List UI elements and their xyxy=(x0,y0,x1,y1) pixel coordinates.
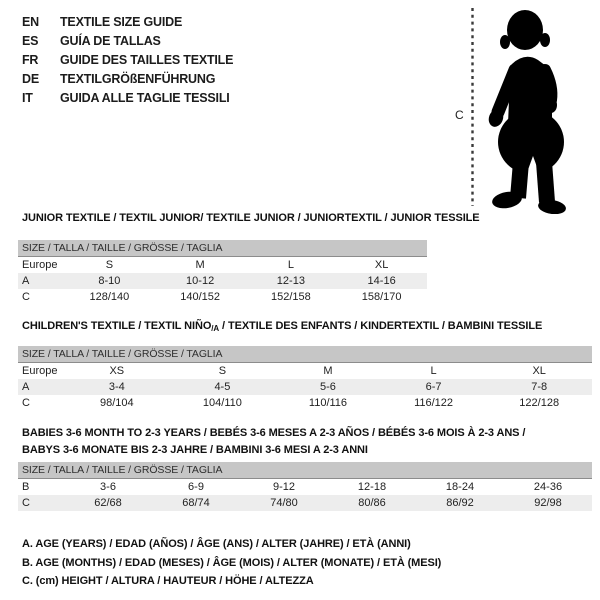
size-header-label: SIZE / TALLA / TAILLE / GRÖSSE / TAGLIA xyxy=(18,346,592,363)
table-cell: 152/158 xyxy=(270,291,311,303)
table-cell: 140/152 xyxy=(180,291,220,303)
table-cell: 18-24 xyxy=(445,481,475,493)
table-cell: 7-8 xyxy=(486,379,592,395)
babies-table-title xyxy=(22,425,582,458)
table-cell: 122/128 xyxy=(519,397,560,409)
table-cell: 12-13 xyxy=(246,273,337,289)
table-cell: 9-12 xyxy=(272,481,296,493)
language-code: ES xyxy=(22,33,39,48)
table-cell: 14-16 xyxy=(336,273,427,289)
table-cell: 3-4 xyxy=(64,379,170,395)
title-line-2: BABYS 3-6 MONATE BIS 2-3 JAHRE / BAMBINI 3-6 MESI A 2-3 ANNI xyxy=(22,443,368,456)
language-row xyxy=(22,69,233,88)
table-cell: 92/98 xyxy=(504,495,592,511)
table-cell: 68/74 xyxy=(152,495,240,511)
babies-size-table xyxy=(18,462,592,511)
language-code: DE xyxy=(22,71,39,86)
table-cell: 116/122 xyxy=(414,397,454,409)
legend-line-b: B. AGE (MONTHS) / EDAD (MESES) / ÂGE (MOIS) / ALTER (MONATE) / ETÀ (MESI) xyxy=(22,556,442,569)
legend-line-c: C. (cm) HEIGHT / ALTURA / HAUTEUR / HÖHE / ALTEZZA xyxy=(22,575,314,587)
row-label: Europe xyxy=(22,365,58,377)
title-subscript: /A xyxy=(211,324,220,333)
table-cell: 6-9 xyxy=(188,481,204,493)
table-row xyxy=(18,289,427,305)
language-code: IT xyxy=(22,90,33,105)
size-header-label: SIZE / TALLA / TAILLE / GRÖSSE / TAGLIA xyxy=(18,240,427,257)
size-header-bar xyxy=(18,240,427,257)
table-cell: 80/86 xyxy=(328,495,416,511)
table-cell: 98/104 xyxy=(99,397,134,409)
language-label: TEXTILGRÖßENFÜHRUNG xyxy=(60,71,216,86)
height-dashed-line xyxy=(470,8,475,208)
table-cell: 4-5 xyxy=(170,379,276,395)
row-label: C xyxy=(18,495,64,511)
table-cell: S xyxy=(218,365,227,377)
row-label: C xyxy=(22,397,30,409)
table-cell: 110/116 xyxy=(308,397,348,409)
table-cell: XL xyxy=(374,259,389,271)
table-row xyxy=(18,495,592,511)
language-row xyxy=(22,31,233,50)
table-row xyxy=(18,379,592,395)
height-measure-label: C xyxy=(455,108,464,122)
language-list xyxy=(22,12,233,107)
table-row xyxy=(18,273,427,289)
table-cell: S xyxy=(105,259,114,271)
measure-legend xyxy=(22,535,441,591)
children-size-table xyxy=(18,346,592,411)
table-row xyxy=(18,257,427,274)
table-cell: 74/80 xyxy=(240,495,328,511)
table-cell: 128/140 xyxy=(89,291,130,303)
children-table-title xyxy=(22,320,542,333)
language-row xyxy=(22,88,233,107)
language-code: EN xyxy=(22,14,39,29)
row-label: B xyxy=(22,481,30,493)
table-cell: 12-18 xyxy=(357,481,387,493)
language-label: TEXTILE SIZE GUIDE xyxy=(60,14,183,29)
junior-table-title: JUNIOR TEXTILE / TEXTIL JUNIOR/ TEXTILE JUNIOR / JUNIORTEXTIL / JUNIOR TESSILE xyxy=(22,212,480,224)
language-code: FR xyxy=(22,52,39,67)
table-cell: 86/92 xyxy=(416,495,504,511)
table-cell: 3-6 xyxy=(100,481,116,493)
title-text: / TEXTILE DES ENFANTS / KINDERTEXTIL / BAMBINI TESSILE xyxy=(219,320,543,332)
row-label: A xyxy=(18,273,64,289)
table-row xyxy=(18,479,592,496)
table-cell: M xyxy=(323,365,333,377)
language-label: GUIDE DES TAILLES TEXTILE xyxy=(60,52,234,67)
table-cell: XS xyxy=(109,365,125,377)
language-label: GUÍA DE TALLAS xyxy=(60,33,161,48)
size-header-bar xyxy=(18,462,592,479)
table-cell: 158/170 xyxy=(361,291,402,303)
language-row xyxy=(22,12,233,31)
table-cell: L xyxy=(430,365,437,377)
table-row xyxy=(18,395,592,411)
table-cell: 62/68 xyxy=(64,495,152,511)
title-text: CHILDREN'S TEXTILE / TEXTIL NIÑO xyxy=(22,320,212,332)
baby-silhouette-icon xyxy=(488,6,592,214)
junior-size-table xyxy=(18,240,427,305)
table-cell: 8-10 xyxy=(64,273,155,289)
table-row xyxy=(18,363,592,380)
table-cell: 5-6 xyxy=(275,379,381,395)
table-cell: L xyxy=(287,259,294,271)
size-header-label: SIZE / TALLA / TAILLE / GRÖSSE / TAGLIA xyxy=(18,462,592,479)
language-label: GUIDA ALLE TAGLIE TESSILI xyxy=(60,90,230,105)
table-cell: XL xyxy=(532,365,546,377)
table-cell: 6-7 xyxy=(381,379,487,395)
legend-line-a: A. AGE (YEARS) / EDAD (AÑOS) / ÂGE (ANS) / ALTER (JAHRE) / ETÀ (ANNI) xyxy=(22,538,411,550)
size-header-bar xyxy=(18,346,592,363)
table-cell: 104/110 xyxy=(202,397,242,409)
row-label: C xyxy=(22,291,30,303)
title-line-1: BABIES 3-6 MONTH TO 2-3 YEARS / BEBÉS 3-6 MESES A 2-3 AÑOS / BÉBÉS 3-6 MOIS À 2-3 ANS / xyxy=(22,427,526,439)
table-cell: 10-12 xyxy=(155,273,246,289)
table-cell: 24-36 xyxy=(533,481,563,493)
table-cell: M xyxy=(195,259,205,271)
language-row xyxy=(22,50,233,69)
row-label: Europe xyxy=(22,259,58,271)
row-label: A xyxy=(18,379,64,395)
